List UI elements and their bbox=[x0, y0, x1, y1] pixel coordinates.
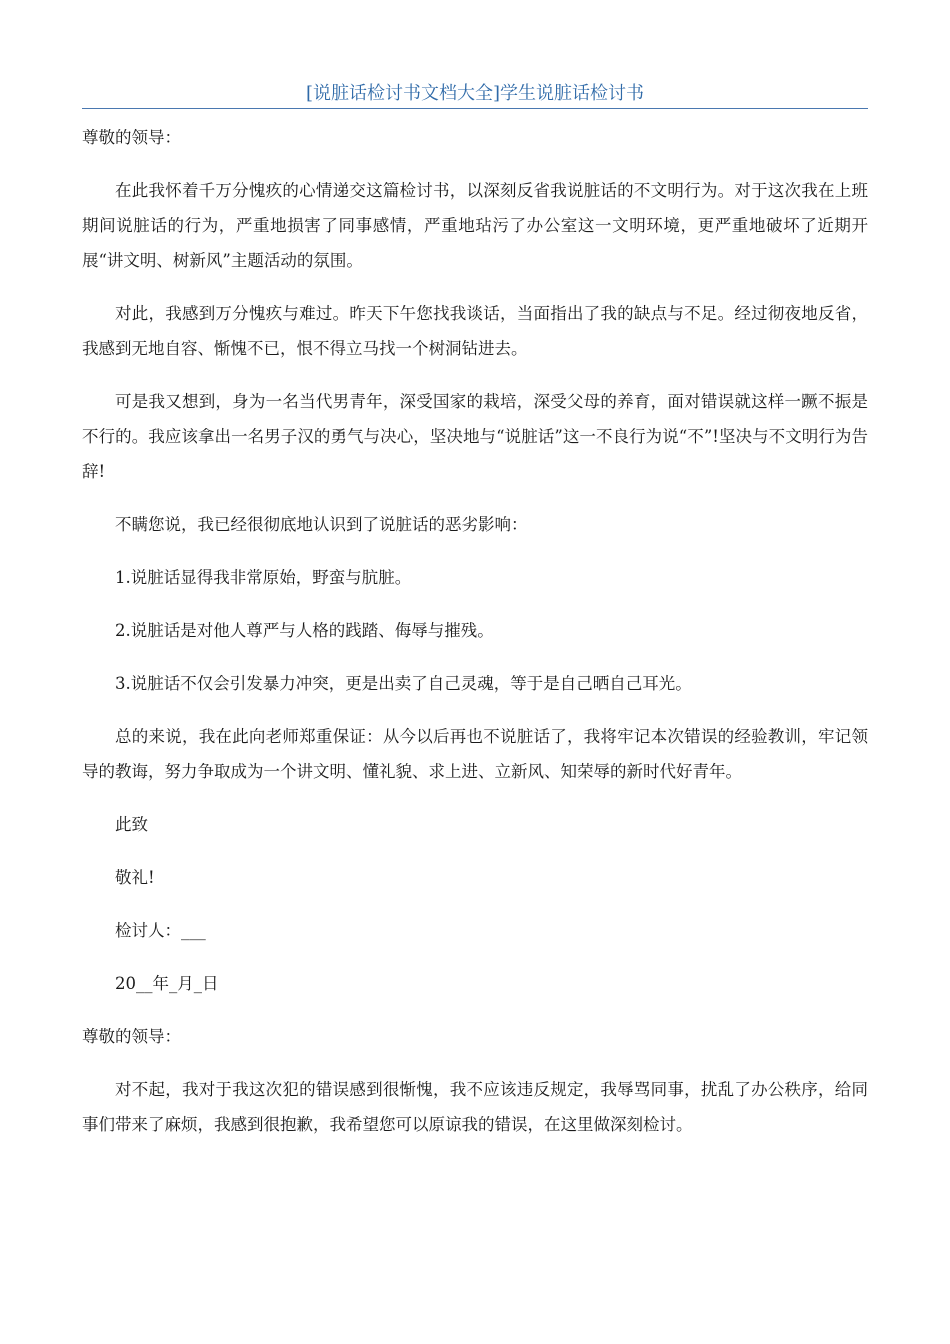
letter1-signer: 检讨人：___ bbox=[115, 921, 206, 940]
document-body bbox=[82, 120, 868, 1160]
letter1-paragraph: 对此，我感到万分愧疚与难过。昨天下午您找我谈话，当面指出了我的缺点与不足。经过彻夜地反省，我感到无地自容、惭愧不已，恨不得立马找一个树洞钻进去。 bbox=[82, 304, 868, 358]
letter1-list-item: 3.说脏话不仅会引发暴力冲突，更是出卖了自己灵魂，等于是自己晒自己耳光。 bbox=[115, 674, 692, 693]
letter1-paragraph: 不瞒您说，我已经很彻底地认识到了说脏话的恶劣影响： bbox=[115, 515, 528, 534]
letter1-date: 20__年_月_日 bbox=[115, 974, 219, 993]
letter1-regards: 敬礼! bbox=[115, 868, 155, 887]
letter2-salutation: 尊敬的领导： bbox=[82, 1027, 181, 1046]
letter1-paragraph: 在此我怀着千万分愧疚的心情递交这篇检讨书，以深刻反省我说脏话的不文明行为。对于这次我在上班期间说脏话的行为，严重地损害了同事感情，严重地玷污了办公室这一文明环境，更严重地破坏了近期开展“讲文明、树新风”主题活动的氛围。 bbox=[82, 181, 868, 270]
letter1-list-item: 2.说脏话是对他人尊严与人格的践踏、侮辱与摧残。 bbox=[115, 621, 494, 640]
header-divider bbox=[82, 108, 868, 109]
letter1-paragraph: 可是我又想到，身为一名当代男青年，深受国家的栽培，深受父母的养育，面对错误就这样一蹶不振是不行的。我应该拿出一名男子汉的勇气与决心，坚决地与“说脏话”这一不良行为说“不”!坚决与不文明行为告辞! bbox=[82, 392, 868, 481]
letter1-closing: 此致 bbox=[115, 815, 148, 834]
letter1-paragraph: 总的来说，我在此向老师郑重保证：从今以后再也不说脏话了，我将牢记本次错误的经验教训，牢记领导的教诲，努力争取成为一个讲文明、懂礼貌、求上进、立新风、知荣辱的新时代好青年。 bbox=[82, 727, 868, 781]
letter1-salutation: 尊敬的领导： bbox=[82, 128, 181, 147]
document-header-title: [说脏话检讨书文档大全]学生说脏话检讨书 bbox=[305, 83, 645, 104]
letter2-paragraph: 对不起，我对于我这次犯的错误感到很惭愧，我不应该违反规定，我辱骂同事，扰乱了办公秩序，给同事们带来了麻烦，我感到很抱歉，我希望您可以原谅我的错误，在这里做深刻检讨。 bbox=[82, 1080, 868, 1134]
letter1-list-item: 1.说脏话显得我非常原始，野蛮与肮脏。 bbox=[115, 568, 412, 587]
